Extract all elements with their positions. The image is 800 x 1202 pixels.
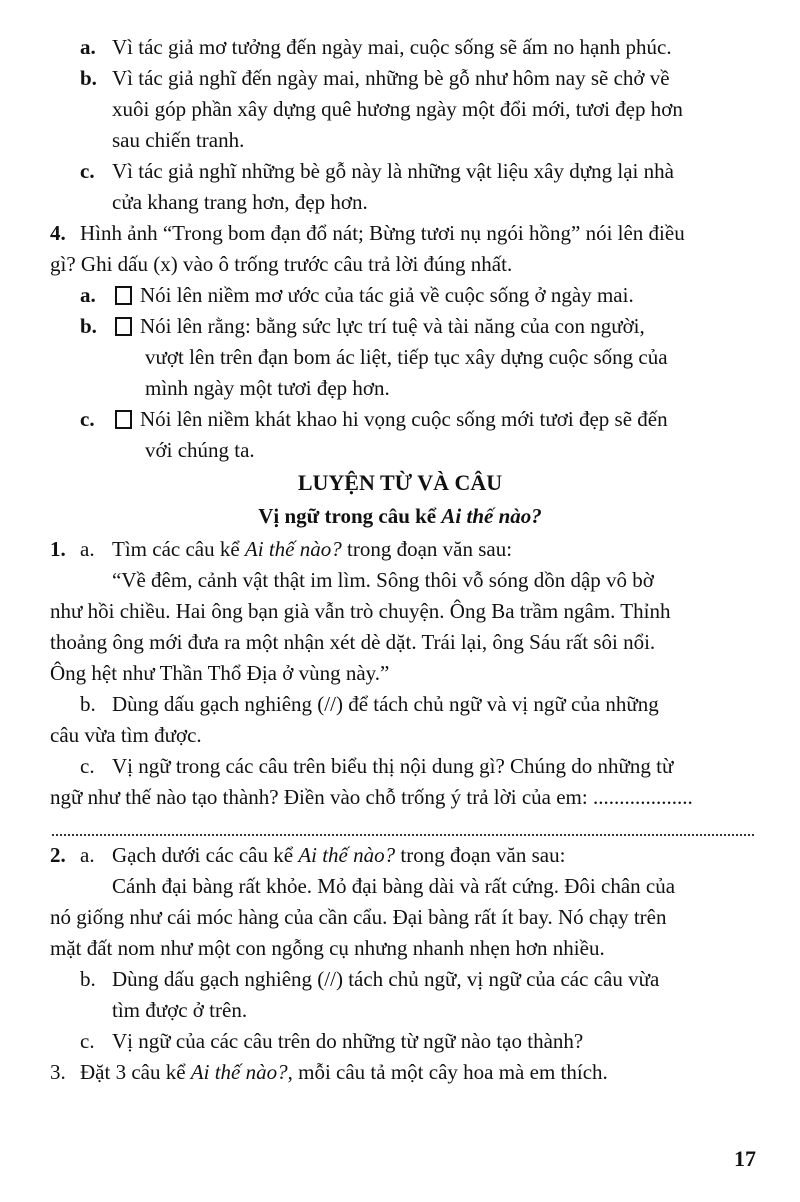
instruction-text: Vị ngữ của các câu trên do những từ ngữ nào tạo thành?	[112, 1029, 584, 1053]
option-text-line: với chúng ta.	[145, 438, 255, 462]
option-text-line: Nói lên niềm khát khao hi vọng cuộc sống mới tươi đẹp sẽ đến	[140, 407, 668, 431]
option-text-line: cửa khang trang hơn, đẹp hơn.	[112, 190, 368, 214]
option-text-line: Nói lên niềm mơ ước của tác giả về cuộc sống ở ngày mai.	[140, 283, 634, 307]
answer-checkbox[interactable]	[115, 317, 132, 336]
passage-text: nó giống như cái móc hàng của cần cẩu. Đại bàng rất ít bay. Nó chạy trên	[50, 905, 667, 929]
sub-label: c.	[80, 754, 95, 778]
option-label: b.	[80, 66, 97, 90]
question-number: 4.	[50, 221, 66, 245]
option-text-line: sau chiến tranh.	[112, 128, 245, 152]
sub-label: c.	[80, 1029, 95, 1053]
option-text-line: Vì tác giả nghĩ đến ngày mai, những bè gỗ như hôm nay sẽ chở về	[112, 66, 670, 90]
sub-label: a.	[80, 843, 95, 867]
passage-text: mặt đất nom như một con ngỗng cụ nhưng nhanh nhẹn hơn nhiều.	[50, 936, 605, 960]
option-text-line: Vì tác giả nghĩ những bè gỗ này là những vật liệu xây dựng lại nhà	[112, 159, 674, 183]
subtitle-text: Vị ngữ trong câu kể	[258, 504, 442, 528]
option-label: a.	[80, 283, 96, 307]
instruction-text: Tìm các câu kể	[112, 537, 245, 561]
passage-text: thoảng ông mới đưa ra một nhận xét dè dặt. Trái lại, ông Sáu rất sôi nổi.	[50, 630, 656, 654]
option-label: c.	[80, 159, 95, 183]
instruction-text: tìm được ở trên.	[112, 998, 248, 1022]
page-number: 17	[734, 1146, 756, 1171]
question-text-line: gì? Ghi dấu (x) vào ô trống trước câu trả lời đúng nhất.	[50, 252, 513, 276]
question-text-line: Hình ảnh “Trong bom đạn đổ nát; Bừng tươi nụ ngói hồng” nói lên điều	[80, 221, 685, 245]
option-label: a.	[80, 35, 96, 59]
passage-text: Cánh đại bàng rất khỏe. Mỏ đại bàng dài và rất cứng. Đôi chân của	[112, 874, 676, 898]
exercise-number: 1.	[50, 537, 66, 561]
option-text-line: xuôi góp phần xây dựng quê hương ngày một đổi mới, tươi đẹp hơn	[112, 97, 683, 121]
instruction-text: Đặt 3 câu kể	[80, 1060, 191, 1084]
passage-text: như hồi chiều. Hai ông bạn già vẫn trò chuyện. Ông Ba trầm ngâm. Thỉnh	[50, 599, 671, 623]
answer-checkbox[interactable]	[115, 286, 132, 305]
instruction-text: trong đoạn văn sau:	[341, 537, 513, 561]
instruction-text: trong đoạn văn sau:	[395, 843, 566, 867]
exercise-number: 3.	[50, 1060, 66, 1084]
section-title: LUYỆN TỪ VÀ CÂU	[297, 470, 503, 495]
sub-label: b.	[80, 692, 96, 716]
instruction-text: , mỗi câu tả một cây hoa mà em thích.	[287, 1060, 608, 1084]
option-label: b.	[80, 314, 97, 338]
instruction-italic: Ai thế nào?	[244, 537, 342, 561]
instruction-text: câu vừa tìm được.	[50, 723, 202, 747]
answer-checkbox[interactable]	[115, 410, 132, 429]
instruction-text: Dùng dấu gạch nghiêng (//) để tách chủ ngữ và vị ngữ của những	[112, 692, 659, 716]
instruction-italic: Ai thế nào?	[298, 843, 396, 867]
instruction-italic: Ai thế nào?	[190, 1060, 288, 1084]
option-text-line: vượt lên trên đạn bom ác liệt, tiếp tục xây dựng cuộc sống của	[145, 345, 668, 369]
answer-dotted-line[interactable]	[52, 834, 754, 836]
option-text-line: mình ngày một tươi đẹp hơn.	[145, 376, 390, 400]
option-label: c.	[80, 407, 95, 431]
sub-label: b.	[80, 967, 96, 991]
instruction-text: ngữ như thế nào tạo thành? Điền vào chỗ trống ý trả lời của em: ...................	[50, 785, 693, 809]
passage-text: Ông hệt như Thần Thổ Địa ở vùng này.”	[50, 661, 390, 685]
option-text-line: Nói lên rằng: bằng sức lực trí tuệ và tài năng của con người,	[140, 314, 645, 338]
section-subtitle	[0, 501, 800, 531]
instruction-text: Dùng dấu gạch nghiêng (//) tách chủ ngữ, vị ngữ của các câu vừa	[112, 967, 660, 991]
instruction-text: Gạch dưới các câu kể	[112, 843, 299, 867]
sub-label: a.	[80, 537, 95, 561]
subtitle-italic: Ai thế nào?	[441, 504, 542, 528]
passage-text: “Về đêm, cảnh vật thật im lìm. Sông thôi vỗ sóng dồn dập vô bờ	[112, 568, 654, 592]
exercise-number: 2.	[50, 843, 66, 867]
option-text: Vì tác giả mơ tưởng đến ngày mai, cuộc sống sẽ ấm no hạnh phúc.	[112, 35, 672, 59]
instruction-text: Vị ngữ trong các câu trên biểu thị nội dung gì? Chúng do những từ	[112, 754, 674, 778]
